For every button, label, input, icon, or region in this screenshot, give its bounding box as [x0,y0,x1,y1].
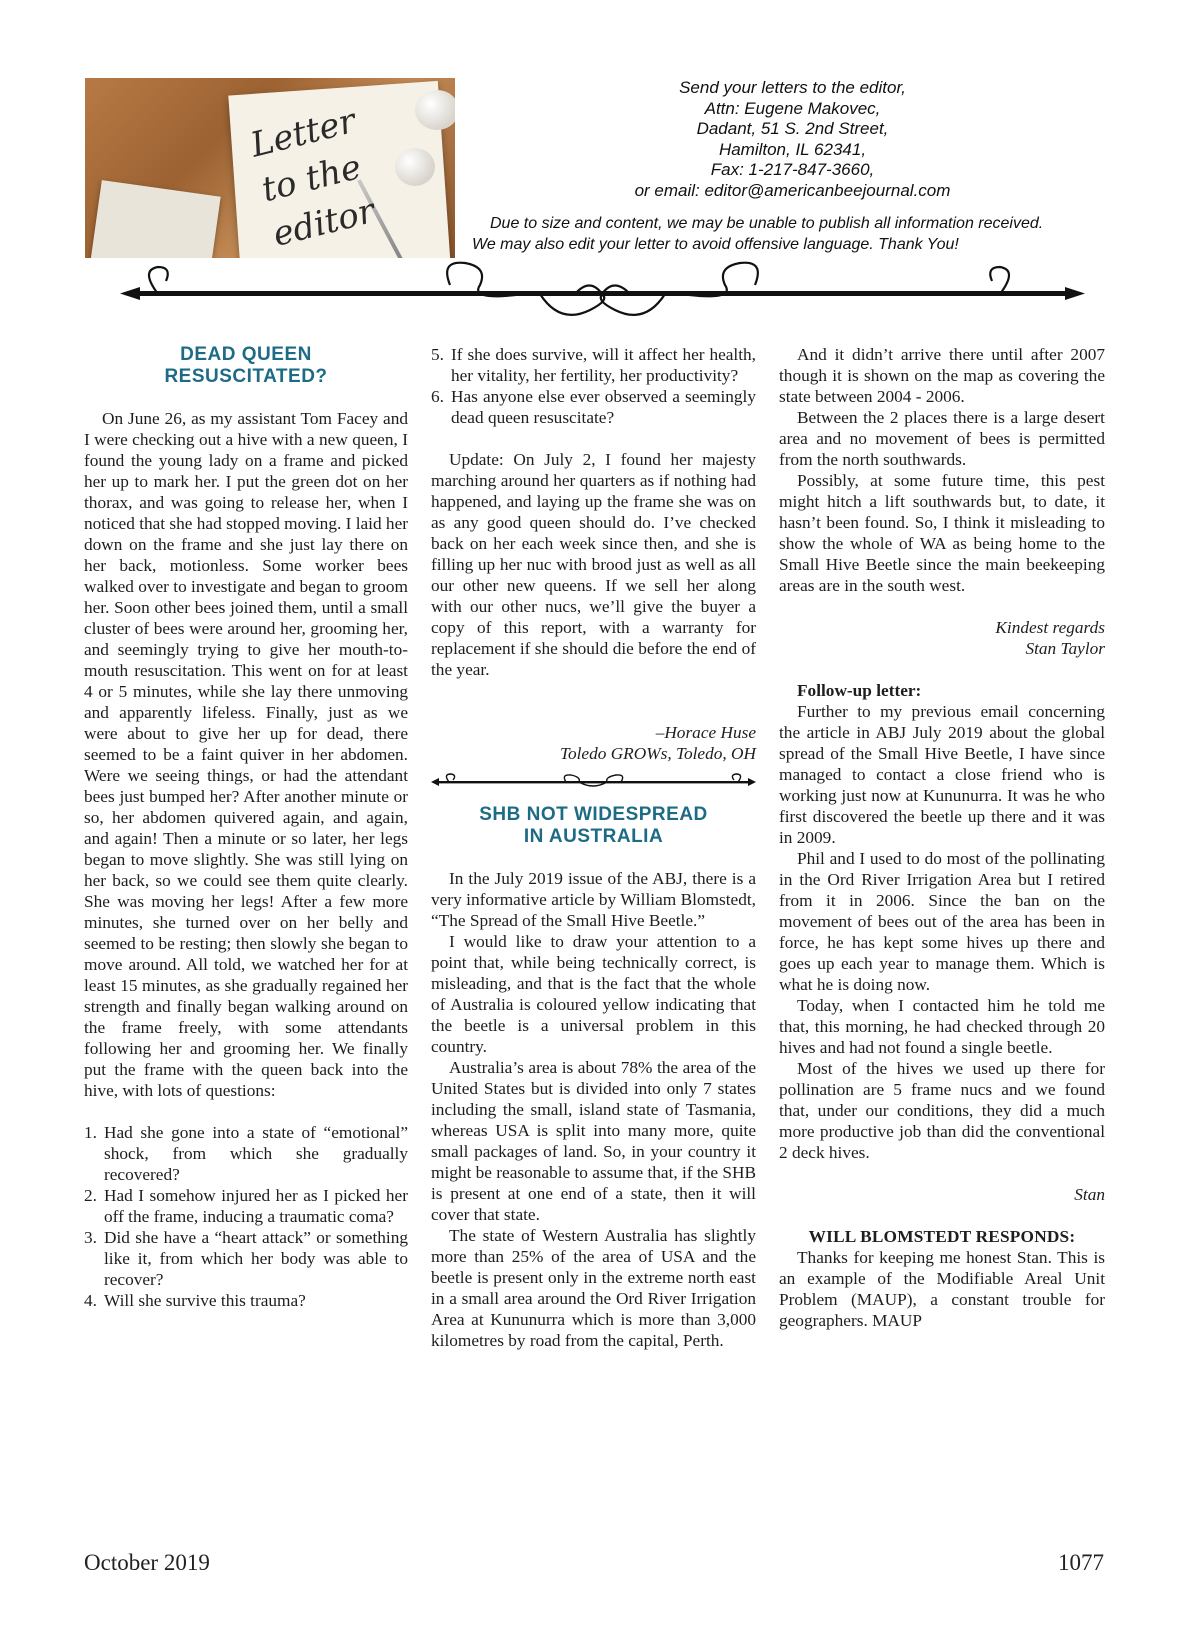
followup-heading: Follow-up letter: [797,681,922,700]
page-number: 1077 [1058,1550,1104,1575]
editor-notice [462,213,1122,255]
questions-list [84,1122,408,1311]
list-item: 4. Will she survive this trauma? [84,1291,306,1310]
paragraph: Most of the hives we used up there for pollination are 5 frame nucs and we found that, under our conditions, they did a much more productive job than did the conventional 2 deck hives. [779,1059,1105,1162]
handwritten-title: Letter to the editor [246,100,379,255]
paragraph: And it didn’t arrive there until after 2007 though it is shown on the map as covering the state between 2004 - 2006. [779,345,1105,406]
contact-line: Hamilton, IL 62341, [718,139,867,159]
notice-line: We may also edit your letter to avoid offensive language. Thank You! [472,236,959,253]
letter-1-body: On June 26, as my assistant Tom Facey and I were checking out a hive with a new queen, I found the young lady on a frame and picked her up to mark her. I put the green dot on her thorax, and was going to release her, when I noticed that she had stopped moving. I laid her down on the frame and she just lay there on her back, motionless. Some worker bees walked over to investigate and began to groom her. Soon other bees joined them, until a small cluster of bees were around her, grooming her, and seemingly trying to give her mouth-to-mouth resuscitation. This went on for at least 4 or 5 minutes, while she lay there unmoving and apparently lifeless. Finally, just as we were about to give her up for dead, there seemed to be a faint quiver in her abdomen. Were we seeing things, or had the attendant bees just bumped her? After another minute or so, her abdomen quivered again, and again, and again! Then a minute or so later, her legs began to move slightly. She was still lying on her back, so we could see them quite clearly. She was moving her legs! After a few more minutes, she turned over on her belly and seemed to be resting; then slowly she began to move around. All told, we watched her for at least 15 minutes, as she gradually regained her strength and finally began walking around on the frame freely, with some attendants following her and grooming her. We finally put the frame with the queen back into the hive, with lots of questions: [84,409,408,1100]
paragraph: Further to my previous email concerning the article in ABJ July 2019 about the global spread of the Small Hive Beetle, I have since managed to contact a close friend who is working just now at Kununurra. It was he who first discovered the beetle up there and it was in 2009. [779,702,1105,847]
list-item: 6. Has anyone else ever observed a seemingly dead queen resuscitate? [431,387,756,427]
paragraph: I would like to draw your attention to a point that, while being technically correct, is misleading, and that is the fact that the whole of Australia is coloured yellow indicating that the beetle is a universal problem in this country. [431,932,756,1056]
paragraph: Phil and I used to do most of the pollinating in the Ord River Irrigation Area but I retired from it in 2006. Since the ban on the movement of bees out of the area has been in force, he has kept some hives up there and goes up each year to manage them. Which is what he is doing now. [779,849,1105,994]
contact-line: Send your letters to the editor, [679,78,906,97]
column-2 [431,344,756,1351]
ornamental-divider [120,255,1085,333]
response-paragraph: Thanks for keeping me honest Stan. This is an example of the Modifiable Areal Unit Problem (MAUP), a constant trouble for geographers. MAUP [779,1248,1105,1330]
list-item: 1. Had she gone into a state of “emotional” shock, from which she gradually recovered? [84,1123,408,1184]
signature-name: Stan Taylor [1025,639,1105,658]
signature-closing: Kindest regards [995,618,1105,637]
small-divider [431,772,756,792]
envelope-shape [89,180,220,258]
contact-line: Dadant, 51 S. 2nd Street, [696,119,889,138]
notice-line: Due to size and content, we may be unable to publish all information received. [490,215,1044,232]
paragraph: Australia’s area is about 78% the area of the United States but is divided into only 7 states including the small, island state of Tasmania, whereas USA is split into many more, quite small packages of land. So, in your country it might be reasonable to assume that, if the SHB is present at one end of a state, then it will cover that state. [431,1058,756,1224]
list-item: 5. If she does survive, will it affect her health, her vitality, her fertility, her productivity? [431,345,756,385]
list-item: 3. Did she have a “heart attack” or something like it, from which her body was able to recover? [84,1228,408,1289]
list-item: 2. Had I somehow injured her as I picked her off the frame, inducing a traumatic coma? [84,1186,408,1226]
paragraph: In the July 2019 issue of the ABJ, there is a very informative article by William Blomstedt, “The Spread of the Small Hive Beetle.” [431,869,756,930]
column-1 [84,344,408,1311]
editor-contact [560,78,1025,201]
letter-to-the-editor-image [85,78,455,258]
update-paragraph: Update: On July 2, I found her majesty marching around her quarters as if nothing had happened, and laying up the frame she was on as any good queen should do. I’ve checked back on her each week since then, and she is filling up her nuc with brood just as well as all our other new queens. If we sell her along with our other nucs, we’ll give the buyer a copy of this report, with a warranty for replacement if she should die before the end of the year. [431,450,756,679]
response-heading: WILL BLOMSTEDT RESPONDS: [808,1227,1076,1246]
paragraph: Today, when I contacted him he told me that, this morning, he had checked through 20 hives and had not found a single beetle. [779,996,1105,1057]
contact-email[interactable]: or email: editor@americanbeejournal.com [634,180,951,200]
paragraph: Possibly, at some future time, this pest might hitch a lift southwards but, to date, it hasn’t been found. So, I think it misleading to show the whole of WA as being home to the Small Hive Beetle since the main beekeeping areas are in the south west. [779,471,1105,595]
signature-name: –Horace Huse [655,723,756,742]
issue-date: October 2019 [84,1550,210,1575]
contact-line: Attn: Eugene Makovec, [704,98,881,118]
letter-2-heading: SHB NOT WIDESPREAD IN AUSTRALIA [479,804,708,847]
signature-name: Stan [1074,1185,1105,1204]
questions-list-continued [431,344,756,428]
contact-line: Fax: 1-217-847-3660, [710,160,875,179]
paragraph: Between the 2 places there is a large desert area and no movement of bees is permitted from the north southwards. [779,408,1105,469]
letter-1-heading: DEAD QUEEN RESUSCITATED? [164,344,328,387]
paragraph: The state of Western Australia has slightly more than 25% of the area of USA and the beetle is present only in the extreme north east in a small area around the Ord River Irrigation Area at Kununurra which is more than 3,000 kilometres by road from the capital, Perth. [431,1226,756,1350]
column-3 [779,344,1105,1331]
signature-place: Toledo GROWs, Toledo, OH [559,744,756,763]
